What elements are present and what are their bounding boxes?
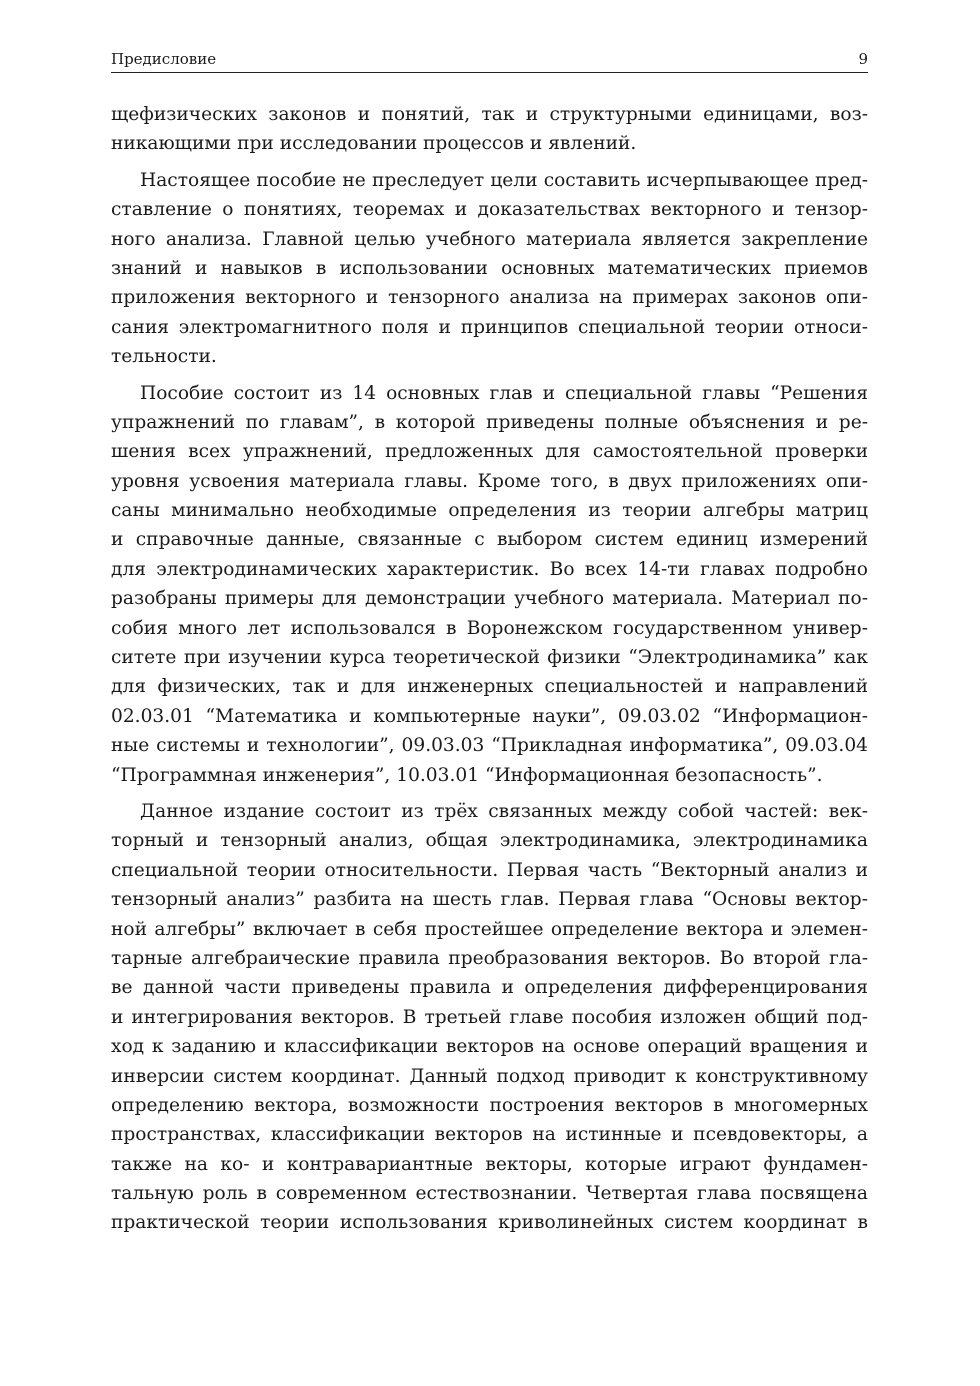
page-number: 9 (858, 50, 868, 68)
paragraph-4 (111, 797, 868, 1238)
text-line: уровня усвоения материала главы. Кроме того, в двух приложениях опи- (111, 470, 868, 492)
text-line: тельности. (111, 346, 217, 368)
text-line: специальной теории относительности. Первая часть “Векторный анализ и (111, 859, 868, 881)
paragraph-2 (111, 166, 868, 372)
text-line: также на ко- и контравариантные векторы, которые играют фундамен- (111, 1153, 868, 1175)
running-header (111, 50, 868, 73)
header-title: Предисловие (111, 50, 217, 68)
text-line: и интегрирования векторов. В третьей главе пособия изложен общий под- (111, 1006, 868, 1028)
text-line: приложения векторного и тензорного анализа на примерах законов опи- (111, 287, 868, 309)
text-line: практической теории использования криволинейных систем координат в (111, 1212, 868, 1234)
text-line: щефизических законов и понятий, так и структурными единицами, воз- (111, 104, 868, 125)
text-line: шения всех упражнений, предложенных для самостоятельной проверки (111, 441, 868, 463)
text-line: 02.03.01 “Математика и компьютерные науки”, 09.03.02 “Информацион- (111, 705, 868, 727)
text-line: саны минимально необходимые определения из теории алгебры матриц (111, 500, 868, 522)
text-line: сания электромагнитного поля и принципов специальной теории относи- (111, 316, 868, 338)
text-line: ставление о понятиях, теоремах и доказательствах векторного и тензор- (111, 199, 868, 221)
text-line: ного анализа. Главной целью учебного материала является закрепление (111, 228, 868, 250)
text-line: и справочные данные, связанные с выбором систем единиц измерений (111, 529, 868, 551)
body-text (111, 100, 868, 1238)
text-line: собия много лет использовался в Воронежском государственном универ- (111, 617, 868, 639)
text-line: тарные алгебраические правила преобразования векторов. Во второй гла- (111, 947, 868, 969)
text-line: инверсии систем координат. Данный подход приводит к конструктивному (111, 1065, 868, 1087)
text-line: тензорный анализ” разбита на шесть глав. Первая глава “Основы вектор- (111, 889, 868, 911)
text-line: торный и тензорный анализ, общая электродинамика, электродинамика (111, 830, 868, 852)
text-line: разобраны примеры для демонстрации учебного материала. Материал по- (111, 588, 868, 610)
text-line: ве данной части приведены правила и определения дифференцирования (111, 977, 868, 999)
text-line: упражнений по главам”, в которой приведены полные объяснения и ре- (111, 411, 868, 433)
paragraph-1 (111, 100, 868, 159)
text-line: для электродинамических характеристик. Во всех 14-ти главах подробно (111, 558, 868, 580)
text-line: ной алгебры” включает в себя простейшее определение вектора и элемен- (111, 918, 868, 940)
text-line: Данное издание состоит из трёх связанных между собой частей: век- (140, 800, 868, 822)
text-line: пространствах, классификации векторов на истинные и псевдовекторы, а (111, 1124, 868, 1146)
paragraph-3 (111, 379, 868, 790)
text-line: тальную роль в современном естествознании. Четвертая глава посвящена (111, 1183, 868, 1205)
text-line: ход к заданию и классификации векторов на основе операций вращения и (111, 1036, 868, 1058)
text-line: никающими при исследовании процессов и явлений. (111, 133, 637, 155)
text-line: знаний и навыков в использовании основных математических приемов (111, 257, 868, 279)
text-line: Настоящее пособие не преследует цели составить исчерпывающее пред- (140, 169, 868, 191)
text-line: определению вектора, возможности построения векторов в многомерных (111, 1094, 868, 1116)
text-line: “Программная инженерия”, 10.03.01 “Информационная безопасность”. (111, 764, 823, 786)
text-line: Пособие состоит из 14 основных глав и специальной главы “Решения (140, 382, 868, 404)
text-line: для физических, так и для инженерных специальностей и направлений (111, 676, 868, 698)
text-line: ситете при изучении курса теоретической физики “Электродинамика” как (111, 647, 868, 669)
text-line: ные системы и технологии”, 09.03.03 “Прикладная информатика”, 09.03.04 (111, 735, 868, 757)
